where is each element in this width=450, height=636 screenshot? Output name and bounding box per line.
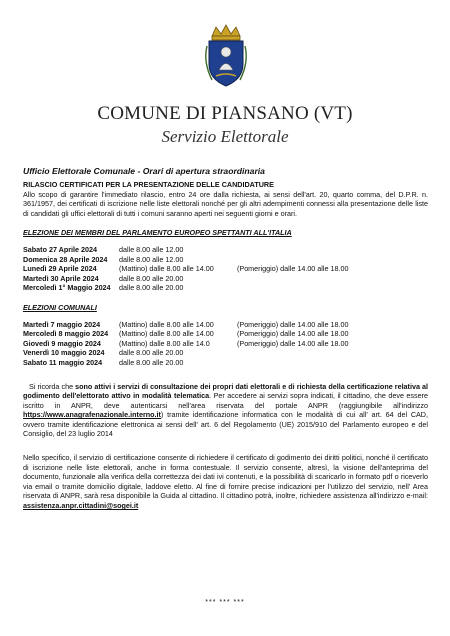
- schedule-day: Sabato 11 maggio 2024: [23, 357, 103, 367]
- schedule-afternoon: [237, 358, 428, 368]
- online-services-paragraph: [23, 382, 428, 440]
- schedule-row: [23, 283, 428, 293]
- details-text: Nello specifico, il servizio di certificazione consente di richiedere il certificato di godimento dei diritti politici, nonché il certificato di iscrizione nelle liste elettorali, anche in forma contestuale. Il servizio consente, altresì, la visione dell'anteprima del documento, funzionale alla verifica della correttezza dei dati ivi contenuti, e la possibilità di scaricarlo in formato pdf o riceverlo via email o tramite domicilio digitale, laddove eletto. Al fine di fornire precise indicazioni per l'utilizzo del servizio, nell' Area riservata di ANPR, sarà resa disponibile la Guida al cittadino. Il cittadino potrà, inoltre, richiedere assistenza all'indirizzo e-mail:: [23, 453, 428, 501]
- schedule-morning: dalle 8.00 alle 20.00: [119, 273, 184, 283]
- schedule-afternoon: [237, 348, 428, 358]
- certificates-text: Allo scopo di garantire l'immediato rilascio, entro 24 ore dalla richiesta, ai sensi dell'art. 20, quarto comma, del D.P.R. n. 361/1957, dei certificati di iscrizione nelle liste elettorali nonché per gli altri adempimenti connessi alla presentazione delle liste di candidati gli uffici elettorali di tutti i comuni saranno aperti nei seguenti giorni e orari.: [23, 189, 428, 218]
- anpr-portal-link[interactable]: https://www.anagrafenazionale.interno.it: [23, 410, 161, 420]
- schedule-afternoon: [237, 283, 428, 293]
- schedule-morning: dalle 8.00 alle 12.00: [119, 254, 184, 264]
- notice-heading: Ufficio Elettorale Comunale - Orari di apertura straordinaria: [23, 166, 265, 176]
- schedule-row: [23, 358, 428, 368]
- schedule-row: [23, 264, 428, 274]
- schedule-morning: dalle 8.00 alle 20.00: [119, 348, 184, 358]
- schedule-day: Giovedì 9 maggio 2024: [23, 338, 101, 348]
- schedule-day: Domenica 28 Aprile 2024: [23, 254, 108, 264]
- document-body: [23, 166, 428, 511]
- schedule-row: [23, 320, 428, 330]
- schedule-day: Sabato 27 Aprile 2024: [23, 244, 98, 254]
- schedule-morning: (Mattino) dalle 8.00 alle 14.00: [119, 264, 214, 274]
- details-paragraph: [23, 453, 428, 511]
- schedule-morning: (Mattino) dalle 8.00 alle 14.00: [119, 329, 214, 339]
- schedule-morning: dalle 8.00 alle 20.00: [119, 357, 184, 367]
- schedule-row: [23, 245, 428, 255]
- schedule-afternoon: (Pomeriggio) dalle 14.00 alle 18.00: [237, 338, 349, 348]
- european-section-title: ELEZIONE DEI MEMBRI DEL PARLAMENTO EUROPEO SPETTANTI ALL'ITALIA: [23, 228, 292, 238]
- schedule-afternoon: [237, 274, 428, 284]
- municipal-section-title: ELEZIONI COMUNALI: [23, 302, 97, 312]
- schedule-afternoon: [237, 255, 428, 265]
- coat-of-arms-icon: [202, 24, 250, 88]
- schedule-morning: dalle 8.00 alle 20.00: [119, 283, 184, 293]
- schedule-row: [23, 329, 428, 339]
- schedule-afternoon: (Pomeriggio) dalle 14.00 alle 18.00: [237, 319, 349, 329]
- schedule-day: Venerdì 10 maggio 2024: [23, 348, 105, 358]
- schedule-day: Martedì 30 Aprile 2024: [23, 273, 99, 283]
- online-bold-text: sono attivi i servizi di consultazione dei propri dati elettorali e di richiesta della certificazione relativa al godimento dell'elettorato attivo in modalità telematica: [23, 381, 428, 401]
- european-schedule: [23, 245, 428, 293]
- online-text: . Per accedere ai servizi sopra indicati, il cittadino, che deve essere iscritto in ANPR, deve autenticarsi nell'area riservata del portale ANPR (raggiungibile all'indirizzo: [23, 391, 429, 410]
- schedule-morning: (Mattino) dalle 8.00 alle 14.0: [119, 338, 210, 348]
- schedule-afternoon: (Pomeriggio) dalle 14.00 alle 18.00: [237, 264, 349, 274]
- schedule-afternoon: (Pomeriggio) dalle 14.00 alle 18.00: [237, 329, 349, 339]
- schedule-row: [23, 274, 428, 284]
- footer-separator: *** *** ***: [205, 599, 245, 606]
- schedule-morning: (Mattino) dalle 8.00 alle 14.00: [119, 319, 214, 329]
- municipal-schedule: [23, 320, 428, 368]
- online-text-end: ) tramite identificazione informatica con le modalità di cui all' art. 64 del CAD, ovvero tramite identificazione elettronica ai sensi dell' art. 6 del Regolamento (UE) 2015/910 del Parlamento europeo e del Consiglio, del 23 luglio 2014: [23, 410, 428, 439]
- page-title: COMUNE DI PIANSANO (VT): [97, 103, 353, 124]
- schedule-afternoon: [237, 245, 428, 255]
- schedule-day: Lunedì 29 Aprile 2024: [23, 264, 97, 274]
- schedule-row: [23, 348, 428, 358]
- schedule-row: [23, 255, 428, 265]
- schedule-day: Martedì 7 maggio 2024: [23, 319, 101, 329]
- schedule-day: Mercoledì 1° Maggio 2024: [23, 283, 111, 293]
- online-intro: Si ricorda che: [29, 381, 74, 391]
- schedule-row: [23, 339, 428, 349]
- page-subtitle: Servizio Elettorale: [161, 127, 289, 146]
- schedule-morning: dalle 8.00 alle 12.00: [119, 244, 184, 254]
- schedule-day: Mercoledì 8 maggio 2024: [23, 329, 109, 339]
- assistance-email-link[interactable]: assistenza.anpr.cittadini@sogei.it: [23, 501, 139, 511]
- certificates-title: RILASCIO CERTIFICATI PER LA PRESENTAZIONE DELLE CANDIDATURE: [23, 180, 274, 189]
